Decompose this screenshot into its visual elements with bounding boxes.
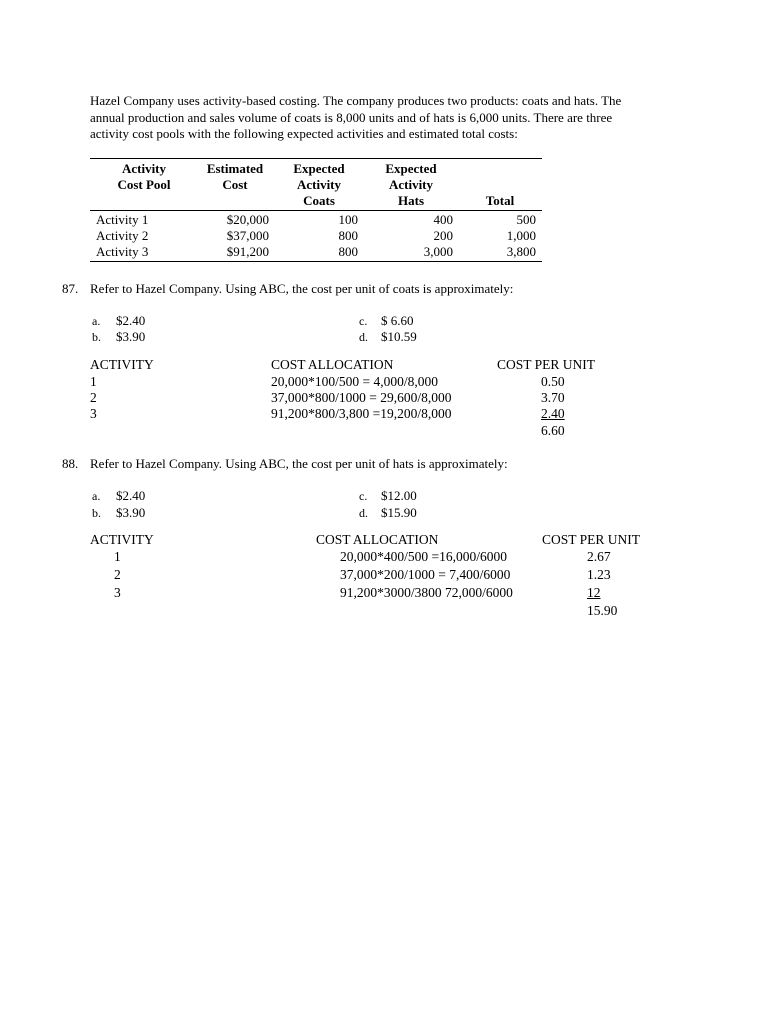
header-estimated-cost bbox=[196, 161, 274, 193]
cell-pool: Activity 3 bbox=[96, 244, 149, 259]
intro-line: annual production and sales volume of coats is 8,000 units and of hats is 6,000 units. There are three bbox=[90, 109, 613, 125]
work-allocation: 91,200*800/3,800 =19,200/8,000 bbox=[271, 406, 452, 421]
cell-coats: 800 bbox=[338, 244, 358, 259]
option-value: $12.00 bbox=[381, 488, 417, 503]
intro-line: Hazel Company uses activity-based costing. The company produces two products: coats and hats. The bbox=[90, 93, 622, 108]
option-value: $2.40 bbox=[116, 488, 146, 503]
intro-paragraph bbox=[90, 93, 690, 143]
work-header-allocation: COST ALLOCATION bbox=[271, 357, 394, 372]
option-letter: b. bbox=[92, 330, 101, 344]
cell-cost: $20,000 bbox=[226, 212, 269, 227]
work-activity: 1 bbox=[114, 549, 121, 564]
header-line: Activity bbox=[296, 177, 342, 192]
question-text: Refer to Hazel Company. Using ABC, the cost per unit of hats is approximately: bbox=[90, 456, 508, 471]
cell-coats: 800 bbox=[338, 228, 358, 243]
work-activity: 3 bbox=[114, 585, 121, 600]
work-header-per-unit: COST PER UNIT bbox=[542, 532, 641, 547]
header-expected-hats bbox=[372, 161, 450, 209]
work-header-per-unit: COST PER UNIT bbox=[497, 357, 596, 372]
cell-coats: 100 bbox=[338, 212, 358, 227]
cell-total: 1,000 bbox=[506, 228, 536, 243]
work-activity: 3 bbox=[90, 406, 97, 421]
header-line: Cost Pool bbox=[117, 177, 171, 192]
header-line: Expected bbox=[293, 161, 345, 176]
header-line: Hats bbox=[398, 193, 424, 208]
cell-cost: $37,000 bbox=[226, 228, 269, 243]
table-bottom-rule bbox=[90, 261, 542, 262]
cell-total: 3,800 bbox=[506, 244, 536, 259]
work-total: 6.60 bbox=[541, 423, 565, 438]
option-value: $10.59 bbox=[381, 329, 417, 344]
option-value: $2.40 bbox=[116, 313, 146, 328]
cell-cost: $91,200 bbox=[226, 244, 269, 259]
work-header-allocation: COST ALLOCATION bbox=[316, 532, 439, 547]
option-letter: c. bbox=[359, 489, 368, 503]
header-line: Total bbox=[485, 193, 515, 208]
question-number: 88. bbox=[62, 456, 79, 471]
header-line: Expected bbox=[385, 161, 437, 176]
header-total bbox=[470, 193, 530, 209]
cell-pool: Activity 2 bbox=[96, 228, 149, 243]
option-letter: d. bbox=[359, 506, 368, 520]
header-line: Activity bbox=[121, 161, 167, 176]
option-letter: a. bbox=[92, 314, 101, 328]
work-per-unit: 3.70 bbox=[541, 390, 565, 405]
question-text: Refer to Hazel Company. Using ABC, the cost per unit of coats is approximately: bbox=[90, 281, 514, 296]
work-per-unit: 1.23 bbox=[587, 567, 611, 582]
option-value: $ 6.60 bbox=[381, 313, 414, 328]
work-per-unit: 12 bbox=[587, 585, 601, 600]
work-allocation: 37,000*200/1000 = 7,400/6000 bbox=[340, 567, 511, 582]
header-line: Coats bbox=[303, 193, 335, 208]
cell-hats: 3,000 bbox=[423, 244, 453, 259]
option-letter: b. bbox=[92, 506, 101, 520]
work-allocation: 20,000*400/500 =16,000/6000 bbox=[340, 549, 507, 564]
work-activity: 2 bbox=[114, 567, 121, 582]
work-per-unit: 0.50 bbox=[541, 374, 565, 389]
option-letter: c. bbox=[359, 314, 368, 328]
option-letter: a. bbox=[92, 489, 101, 503]
work-total: 15.90 bbox=[587, 603, 618, 618]
work-per-unit: 2.40 bbox=[541, 406, 565, 421]
work-header-activity: ACTIVITY bbox=[90, 357, 154, 372]
work-activity: 1 bbox=[90, 374, 97, 389]
work-activity: 2 bbox=[90, 390, 97, 405]
work-allocation: 37,000*800/1000 = 29,600/8,000 bbox=[271, 390, 452, 405]
header-line: Estimated bbox=[206, 161, 264, 176]
table-header-rule bbox=[90, 210, 542, 211]
cell-pool: Activity 1 bbox=[96, 212, 149, 227]
cell-hats: 200 bbox=[433, 228, 453, 243]
work-header-activity: ACTIVITY bbox=[90, 532, 154, 547]
header-line: Cost bbox=[222, 177, 248, 192]
option-value: $3.90 bbox=[116, 505, 146, 520]
work-per-unit: 2.67 bbox=[587, 549, 611, 564]
cell-hats: 400 bbox=[433, 212, 453, 227]
header-cost-pool bbox=[100, 161, 188, 193]
work-allocation: 20,000*100/500 = 4,000/8,000 bbox=[271, 374, 438, 389]
option-value: $3.90 bbox=[116, 329, 146, 344]
question-number: 87. bbox=[62, 281, 79, 296]
table-top-rule bbox=[90, 158, 542, 159]
intro-line: activity cost pools with the following expected activities and estimated total costs: bbox=[90, 126, 518, 141]
option-value: $15.90 bbox=[381, 505, 417, 520]
option-letter: d. bbox=[359, 330, 368, 344]
header-line: Activity bbox=[388, 177, 434, 192]
header-expected-coats bbox=[280, 161, 358, 209]
work-allocation: 91,200*3000/3800 72,000/6000 bbox=[340, 585, 513, 600]
cell-total: 500 bbox=[516, 212, 536, 227]
